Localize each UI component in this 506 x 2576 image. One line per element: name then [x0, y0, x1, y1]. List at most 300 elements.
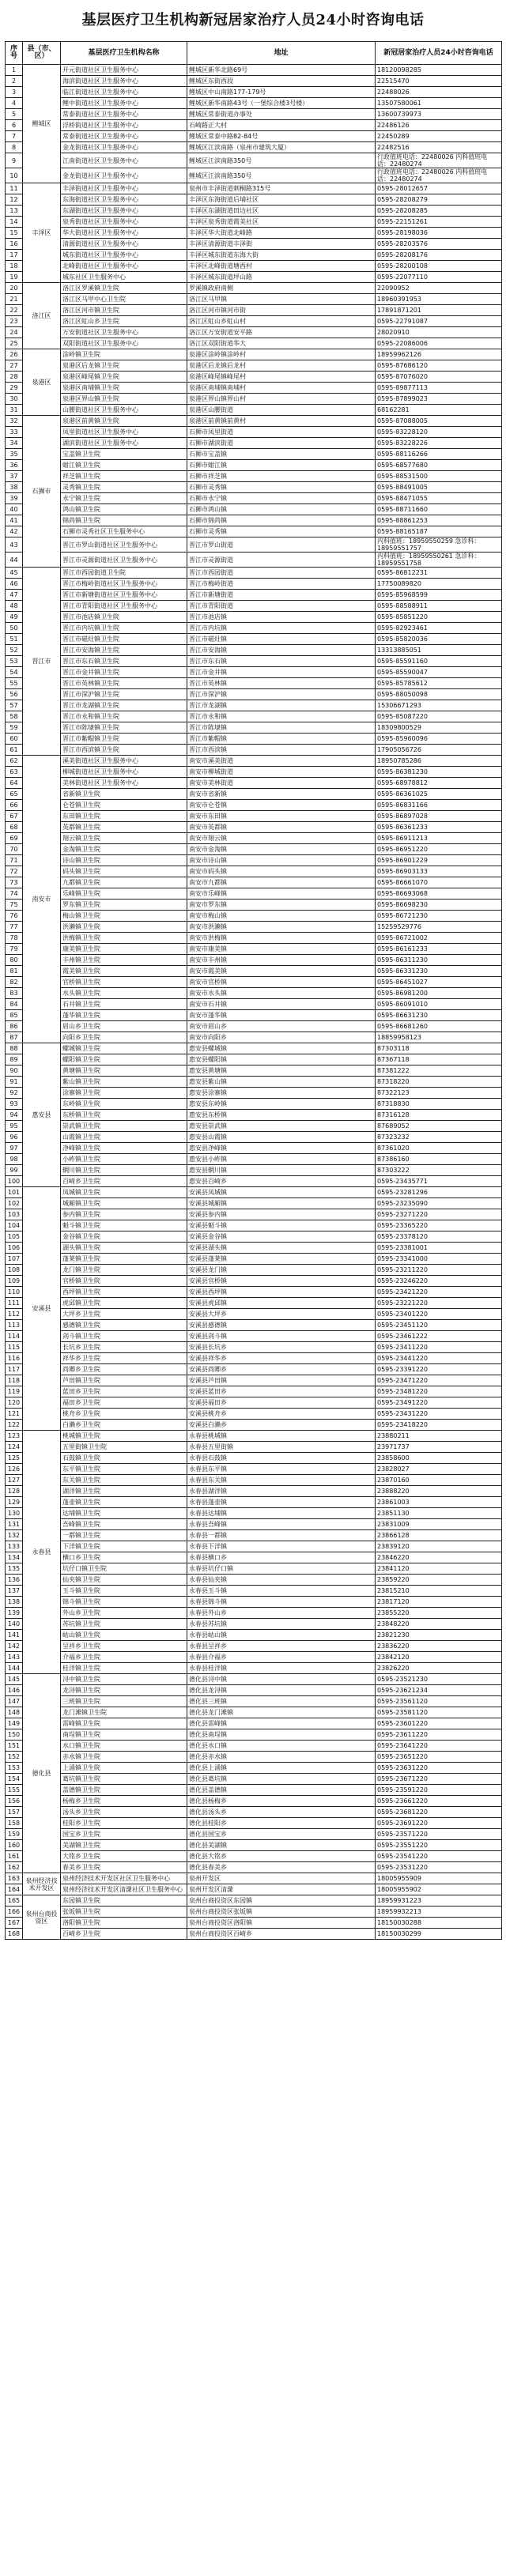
row-phone: 0595-86361025	[376, 789, 502, 800]
table-row	[6, 1198, 502, 1209]
row-institution: 杨梅乡卫生院	[61, 1796, 187, 1807]
table-row	[6, 1696, 502, 1707]
table-row	[6, 1884, 502, 1895]
table-row	[6, 537, 502, 553]
row-institution: 山腰街道社区卫生服务中心	[61, 405, 187, 416]
row-seq: 8	[6, 142, 23, 153]
table-row	[6, 1397, 502, 1409]
row-address: 安溪县桃舟乡	[187, 1409, 376, 1420]
row-seq: 46	[6, 579, 23, 590]
row-seq: 10	[6, 168, 23, 183]
row-seq: 61	[6, 745, 23, 756]
row-phone: 0595-86311230	[376, 955, 502, 966]
row-seq: 30	[6, 394, 23, 405]
row-seq: 111	[6, 1298, 23, 1309]
row-seq: 135	[6, 1563, 23, 1575]
row-address: 晋江市梅岭街道	[187, 579, 376, 590]
row-address: 永春县达埔镇	[187, 1508, 376, 1519]
row-address: 晋江市龙湖镇	[187, 700, 376, 711]
row-address: 泉州市丰泽街道刺桐路315号	[187, 183, 376, 194]
row-address: 安溪县白濑乡	[187, 1420, 376, 1431]
row-seq: 138	[6, 1597, 23, 1608]
table-row	[6, 217, 502, 228]
row-seq: 27	[6, 360, 23, 372]
row-phone: 17891871201	[376, 305, 502, 316]
row-institution: 石狮市灵秀社区卫生服务中心	[61, 526, 187, 537]
row-address: 惠安县山霞镇	[187, 1132, 376, 1143]
row-institution: 乐峰镇卫生院	[61, 888, 187, 900]
row-institution: 春美乡卫生院	[61, 1862, 187, 1873]
table-row	[6, 1486, 502, 1497]
row-seq: 56	[6, 689, 23, 700]
table-row	[6, 833, 502, 844]
row-address: 石狮市灵秀镇	[187, 526, 376, 537]
row-phone: 0595-86693068	[376, 888, 502, 900]
row-institution: 康美镇卫生院	[61, 944, 187, 955]
row-address: 永春县介福乡	[187, 1652, 376, 1663]
table-row	[6, 316, 502, 327]
table-row	[6, 800, 502, 811]
row-address: 石崎路正大村	[187, 120, 376, 131]
row-institution: 桂洋镇卫生院	[61, 1663, 187, 1674]
row-phone: 0595-28200108	[376, 261, 502, 272]
row-institution: 晋江市西园街道卫生院	[61, 568, 187, 579]
row-institution: 长坑乡卫生院	[61, 1342, 187, 1353]
row-phone: 0595-85087220	[376, 711, 502, 722]
table-row	[6, 711, 502, 722]
table-row	[6, 1431, 502, 1442]
table-row	[6, 1231, 502, 1243]
row-seq: 7	[6, 131, 23, 142]
row-institution: 城东社区卫生服务中心	[61, 272, 187, 283]
row-institution: 晋江市西滨镇卫生院	[61, 745, 187, 756]
row-address: 安溪县官桥镇	[187, 1276, 376, 1287]
row-institution: 百崎乡卫生院	[61, 1929, 187, 1940]
row-institution: 临江街道社区卫生服务中心	[61, 87, 187, 98]
row-phone: 0595-86681260	[376, 1021, 502, 1032]
row-institution: 汤头乡卫生院	[61, 1807, 187, 1818]
row-address: 惠安县涂寨镇	[187, 1088, 376, 1099]
row-seq: 11	[6, 183, 23, 194]
row-seq: 51	[6, 634, 23, 645]
row-institution: 梅山镇卫生院	[61, 911, 187, 922]
row-address: 惠安县东桥镇	[187, 1110, 376, 1121]
table-row	[6, 977, 502, 988]
row-phone: 22486126	[376, 120, 502, 131]
table-row	[6, 1265, 502, 1276]
row-seq: 35	[6, 449, 23, 460]
row-address: 德化县龙门滩镇	[187, 1707, 376, 1718]
row-seq: 38	[6, 482, 23, 493]
row-county: 晋江市	[23, 568, 61, 756]
row-institution: 张坂镇卫生院	[61, 1907, 187, 1918]
row-address: 永春县一都镇	[187, 1530, 376, 1541]
row-seq: 55	[6, 678, 23, 689]
row-phone: 15259529776	[376, 922, 502, 933]
row-institution: 山霞镇卫生院	[61, 1132, 187, 1143]
table-row	[6, 1619, 502, 1630]
row-institution: 岵山镇卫生院	[61, 1630, 187, 1641]
table-row	[6, 612, 502, 623]
row-institution: 介福乡卫生院	[61, 1652, 187, 1663]
table-row	[6, 700, 502, 711]
row-institution: 祥华乡卫生院	[61, 1353, 187, 1364]
row-institution: 鸿山镇卫生院	[61, 504, 187, 515]
table-row	[6, 1475, 502, 1486]
row-phone: 0595-86901229	[376, 855, 502, 866]
row-phone: 13507580061	[376, 98, 502, 109]
table-row	[6, 1010, 502, 1021]
row-phone: 23971737	[376, 1442, 502, 1453]
row-seq: 49	[6, 612, 23, 623]
row-phone: 87318220	[376, 1077, 502, 1088]
row-institution: 水头镇卫生院	[61, 988, 187, 999]
table-row	[6, 1287, 502, 1298]
row-address: 泉州台商投资区东园镇	[187, 1895, 376, 1907]
table-row	[6, 294, 502, 305]
row-address: 泉港区南埔镇南埔村	[187, 383, 376, 394]
table-row	[6, 789, 502, 800]
row-address: 丰泽区东海街道后埔社区	[187, 194, 376, 206]
row-address: 德化县上涌镇	[187, 1763, 376, 1774]
row-institution: 洪梅镇卫生院	[61, 933, 187, 944]
row-phone: 87689052	[376, 1121, 502, 1132]
row-address: 泉州开发区清濛	[187, 1884, 376, 1895]
row-seq: 119	[6, 1386, 23, 1397]
row-address: 南安市官桥镇	[187, 977, 376, 988]
row-county: 安溪县	[23, 1187, 61, 1431]
table-row	[6, 87, 502, 98]
row-phone: 0595-88531500	[376, 471, 502, 482]
row-institution: 百崎乡卫生院	[61, 1176, 187, 1187]
row-institution: 泉港区峰尾镇卫生院	[61, 372, 187, 383]
row-phone: 0595-23401220	[376, 1309, 502, 1320]
table-row	[6, 1729, 502, 1741]
row-seq: 84	[6, 999, 23, 1010]
row-seq: 20	[6, 283, 23, 294]
row-address: 晋江市紫帽镇	[187, 734, 376, 745]
row-institution: 霞美镇卫生院	[61, 966, 187, 977]
row-address: 鲤城区东街西段	[187, 76, 376, 87]
row-seq: 81	[6, 966, 23, 977]
row-address: 泉港区峰尾镇峰尾村	[187, 372, 376, 383]
row-address: 德化县三班镇	[187, 1696, 376, 1707]
table-row	[6, 855, 502, 866]
table-row	[6, 722, 502, 734]
table-row	[6, 1707, 502, 1718]
row-address: 安溪县长坑乡	[187, 1342, 376, 1353]
table-row	[6, 1907, 502, 1918]
table-row	[6, 1065, 502, 1077]
row-phone: 18859958123	[376, 1032, 502, 1043]
row-address: 鲤城区江滨南路350号	[187, 168, 376, 183]
row-address: 安溪县大坪乡	[187, 1309, 376, 1320]
table-row	[6, 1320, 502, 1331]
row-seq: 26	[6, 349, 23, 360]
table-row	[6, 1165, 502, 1176]
row-phone: 0595-88165187	[376, 526, 502, 537]
row-county: 惠安县	[23, 1043, 61, 1187]
row-address: 德化县水口镇	[187, 1741, 376, 1752]
row-institution: 福田乡卫生院	[61, 1397, 187, 1409]
row-seq: 120	[6, 1397, 23, 1409]
row-address: 洛江区河市镇河市街	[187, 305, 376, 316]
row-phone: 15306671293	[376, 700, 502, 711]
row-phone: 18005955902	[376, 1884, 502, 1895]
row-address: 石狮市灵秀镇	[187, 482, 376, 493]
row-institution: 丰州镇卫生院	[61, 955, 187, 966]
row-institution: 洛江区河市镇卫生院	[61, 305, 187, 316]
row-institution: 美湖镇卫生院	[61, 1840, 187, 1851]
row-seq: 19	[6, 272, 23, 283]
row-institution: 晋江市新塘街道社区卫生服务中心	[61, 590, 187, 601]
row-address: 晋江市内坑镇	[187, 623, 376, 634]
row-seq: 110	[6, 1287, 23, 1298]
row-institution: 紫山镇卫生院	[61, 1077, 187, 1088]
row-phone: 23828027	[376, 1464, 502, 1475]
header-county: 县（市、区）	[23, 42, 61, 65]
row-phone: 23851130	[376, 1508, 502, 1519]
row-seq: 62	[6, 756, 23, 767]
row-address: 丰泽区清源街道丰泽街	[187, 239, 376, 250]
table-row	[6, 933, 502, 944]
row-address: 南安市码头镇	[187, 866, 376, 877]
row-institution: 城东街道社区卫生服务中心	[61, 250, 187, 261]
row-seq: 23	[6, 316, 23, 327]
row-institution: 九都镇卫生院	[61, 877, 187, 888]
row-address: 晋江市金井镇	[187, 667, 376, 678]
row-institution: 鲤中街道社区卫生服务中心	[61, 98, 187, 109]
table-row	[6, 734, 502, 745]
row-institution: 桃城镇卫生院	[61, 1431, 187, 1442]
row-phone: 23821230	[376, 1630, 502, 1641]
row-seq: 155	[6, 1785, 23, 1796]
row-county: 永春县	[23, 1431, 61, 1674]
row-seq: 9	[6, 153, 23, 168]
table-row	[6, 1110, 502, 1121]
row-address: 永春县蓬壶镇	[187, 1497, 376, 1508]
table-row	[6, 1243, 502, 1254]
row-institution: 魁斗镇卫生院	[61, 1220, 187, 1231]
row-institution: 官桥镇卫生院	[61, 1276, 187, 1287]
row-seq: 1	[6, 65, 23, 76]
row-address: 永春县石鼓镇	[187, 1453, 376, 1464]
table-row	[6, 811, 502, 822]
table-row	[6, 1674, 502, 1685]
row-phone: 0595-85960096	[376, 734, 502, 745]
row-institution: 泉州经济技术开发区社区卫生服务中心	[61, 1873, 187, 1884]
row-address: 永春县桂洋镇	[187, 1663, 376, 1674]
row-seq: 128	[6, 1486, 23, 1497]
table-row	[6, 1685, 502, 1696]
row-seq: 70	[6, 844, 23, 855]
row-phone: 0595-28198036	[376, 228, 502, 239]
table-row	[6, 482, 502, 493]
row-phone: 18120098285	[376, 65, 502, 76]
row-address: 南安市石井镇	[187, 999, 376, 1010]
table-row	[6, 1929, 502, 1940]
row-institution: 晋江市英林镇卫生院	[61, 678, 187, 689]
row-seq: 122	[6, 1420, 23, 1431]
row-address: 石狮市凤里街道	[187, 427, 376, 438]
table-row	[6, 645, 502, 656]
row-address: 泉州台商投资区百崎乡	[187, 1929, 376, 1940]
table-row	[6, 1818, 502, 1829]
row-seq: 34	[6, 438, 23, 449]
row-institution: 仑苍镇卫生院	[61, 800, 187, 811]
row-address: 丰泽区城东街道东海大街	[187, 250, 376, 261]
row-institution: 锦尚镇卫生院	[61, 515, 187, 526]
table-row	[6, 1641, 502, 1652]
row-seq: 45	[6, 568, 23, 579]
row-phone: 行政值班电话：22480026 内科值班电话：22480274	[376, 168, 502, 183]
row-seq: 65	[6, 789, 23, 800]
row-address: 石狮市湖滨街道	[187, 438, 376, 449]
row-phone: 0595-23551220	[376, 1840, 502, 1851]
row-institution: 诗山镇卫生院	[61, 855, 187, 866]
table-row	[6, 1718, 502, 1729]
table-row	[6, 1873, 502, 1884]
row-phone: 0595-23641220	[376, 1741, 502, 1752]
table-row	[6, 183, 502, 194]
row-institution: 大铭乡卫生院	[61, 1851, 187, 1862]
row-phone: 0595-23481220	[376, 1386, 502, 1397]
table-row	[6, 1774, 502, 1785]
row-phone: 0595-23571220	[376, 1829, 502, 1840]
row-address: 鲤城区新华南路43号（一堡综合楼3号楼）	[187, 98, 376, 109]
row-phone: 0595-82923461	[376, 623, 502, 634]
table-row	[6, 1353, 502, 1364]
row-institution: 泉港区前黄镇卫生院	[61, 416, 187, 427]
table-row	[6, 767, 502, 778]
row-phone: 23870160	[376, 1475, 502, 1486]
row-address: 罗溪镇政府南侧	[187, 283, 376, 294]
table-row	[6, 590, 502, 601]
table-row	[6, 142, 502, 153]
row-seq: 147	[6, 1696, 23, 1707]
row-institution: 双阳街道社区卫生服务中心	[61, 338, 187, 349]
table-row	[6, 944, 502, 955]
row-address: 永春县五里街镇	[187, 1442, 376, 1453]
row-institution: 祥芝镇卫生院	[61, 471, 187, 482]
row-institution: 晋江市深沪镇卫生院	[61, 689, 187, 700]
row-seq: 139	[6, 1608, 23, 1619]
row-seq: 39	[6, 493, 23, 504]
row-institution: 吾峰镇卫生院	[61, 1519, 187, 1530]
row-seq: 74	[6, 888, 23, 900]
row-phone: 17750089820	[376, 579, 502, 590]
table-row	[6, 394, 502, 405]
row-address: 德化县雷峰镇	[187, 1718, 376, 1729]
table-row	[6, 1099, 502, 1110]
row-institution: 赤水镇卫生院	[61, 1752, 187, 1763]
table-row	[6, 493, 502, 504]
row-seq: 154	[6, 1774, 23, 1785]
table-row	[6, 579, 502, 590]
row-seq: 109	[6, 1276, 23, 1287]
table-row	[6, 206, 502, 217]
table-row	[6, 866, 502, 877]
row-address: 鲤城区新华北路69号	[187, 65, 376, 76]
row-seq: 131	[6, 1519, 23, 1530]
row-phone: 0595-23661220	[376, 1796, 502, 1807]
row-address: 安溪县蓝田乡	[187, 1386, 376, 1397]
table-row	[6, 449, 502, 460]
table-row	[6, 131, 502, 142]
row-institution: 东园镇卫生院	[61, 1895, 187, 1907]
row-phone: 13600739973	[376, 109, 502, 120]
table-row	[6, 338, 502, 349]
row-phone: 87303222	[376, 1165, 502, 1176]
row-seq: 104	[6, 1220, 23, 1231]
row-seq: 102	[6, 1198, 23, 1209]
table-row	[6, 109, 502, 120]
row-phone: 0595-88861253	[376, 515, 502, 526]
row-address: 晋江市新塘街道	[187, 590, 376, 601]
row-phone: 87323232	[376, 1132, 502, 1143]
row-institution: 东平镇卫生院	[61, 1464, 187, 1475]
row-institution: 螺阳镇卫生院	[61, 1054, 187, 1065]
row-institution: 黄塘镇卫生院	[61, 1065, 187, 1077]
table-row	[6, 1652, 502, 1663]
row-address: 南安市柳城街道	[187, 767, 376, 778]
row-phone: 0595-86331230	[376, 966, 502, 977]
row-address: 永春县外山乡	[187, 1608, 376, 1619]
row-seq: 165	[6, 1895, 23, 1907]
row-seq: 78	[6, 933, 23, 944]
row-address: 洛江区万安街道安平路	[187, 327, 376, 338]
row-phone: 22482516	[376, 142, 502, 153]
row-seq: 167	[6, 1918, 23, 1929]
row-seq: 96	[6, 1132, 23, 1143]
row-phone: 0595-23611220	[376, 1729, 502, 1741]
row-phone: 23866128	[376, 1530, 502, 1541]
row-seq: 100	[6, 1176, 23, 1187]
row-seq: 15	[6, 228, 23, 239]
table-row	[6, 305, 502, 316]
table-row	[6, 1420, 502, 1431]
row-phone: 23880211	[376, 1431, 502, 1442]
row-phone: 0595-23451120	[376, 1320, 502, 1331]
row-institution: 泉港区界山镇卫生院	[61, 394, 187, 405]
table-row	[6, 1342, 502, 1353]
row-seq: 92	[6, 1088, 23, 1099]
row-phone: 0595-88116266	[376, 449, 502, 460]
row-phone: 0595-23621234	[376, 1685, 502, 1696]
row-seq: 72	[6, 866, 23, 877]
table-row	[6, 1586, 502, 1597]
row-seq: 90	[6, 1065, 23, 1077]
row-phone: 0595-23235090	[376, 1198, 502, 1209]
row-phone: 0595-23521230	[376, 1674, 502, 1685]
row-seq: 80	[6, 955, 23, 966]
row-institution: 溪美街道社区卫生服务中心	[61, 756, 187, 767]
row-institution: 省新镇卫生院	[61, 789, 187, 800]
table-row	[6, 1331, 502, 1342]
row-seq: 3	[6, 87, 23, 98]
row-institution: 大坪乡卫生院	[61, 1309, 187, 1320]
row-institution: 玉斗镇卫生院	[61, 1586, 187, 1597]
row-address: 南安市仑苍镇	[187, 800, 376, 811]
row-institution: 石鼓镇卫生院	[61, 1453, 187, 1464]
row-phone: 内科值班：18959550259 急诊科：18959551757	[376, 537, 502, 553]
table-row	[6, 1575, 502, 1586]
row-phone: 0595-86897028	[376, 811, 502, 822]
row-address: 南安市九都镇	[187, 877, 376, 888]
table-row	[6, 1154, 502, 1165]
row-institution: 呈祥乡卫生院	[61, 1641, 187, 1652]
table-row	[6, 553, 502, 568]
